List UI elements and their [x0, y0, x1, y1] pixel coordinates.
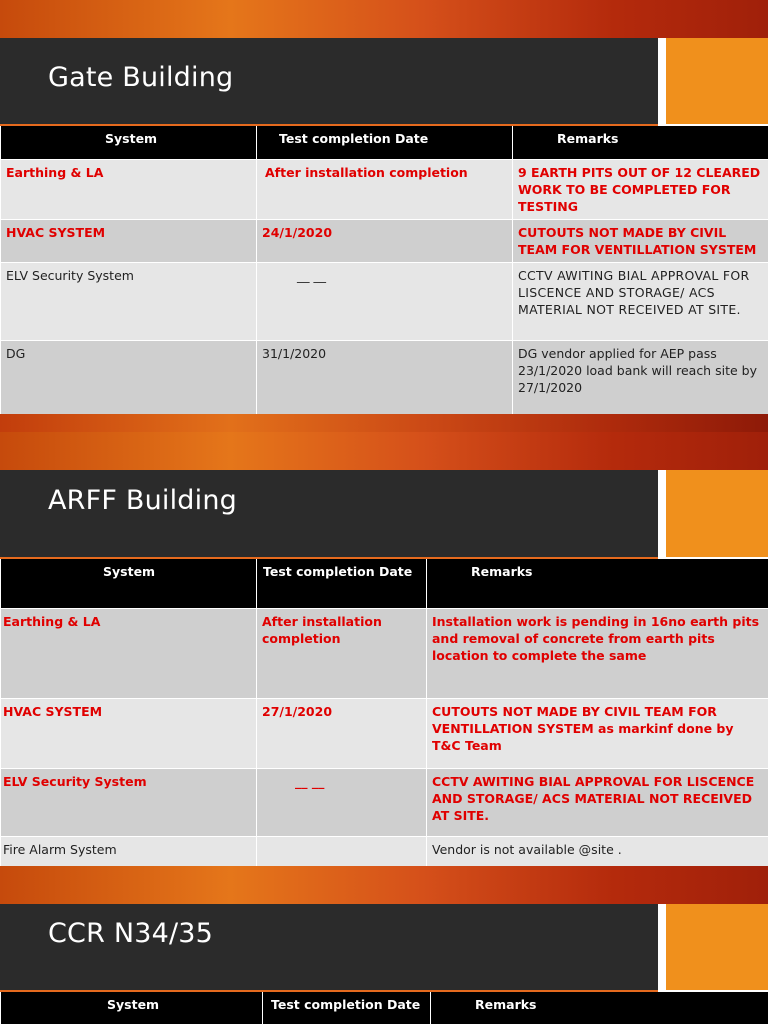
column-header-remarks: Remarks: [431, 992, 768, 1024]
cell-remarks: CUTOUTS NOT MADE BY CIVIL TEAM FOR VENTILLATION SYSTEM as markinf done by T&C Team: [427, 698, 768, 768]
cell-system: ELV Security System: [1, 262, 257, 340]
cell-date: [257, 836, 427, 866]
table-row: [1, 836, 768, 866]
cell-remarks: 9 EARTH PITS OUT OF 12 CLEARED WORK TO BE COMPLETED FOR TESTING: [513, 159, 768, 219]
table-row: [1, 608, 768, 698]
cell-remarks: Vendor is not available @site .: [427, 836, 768, 866]
table-row: [1, 219, 768, 262]
column-header-system: System: [1, 559, 257, 608]
table-row: [1, 159, 768, 219]
title-accent-block: [666, 38, 768, 124]
slide-top-band: [0, 0, 768, 38]
section-title: ARFF Building: [48, 485, 238, 516]
column-header-date: Test completion Date: [257, 126, 513, 159]
column-header-system: System: [1, 126, 257, 159]
table-row: [1, 340, 768, 418]
cell-system: HVAC SYSTEM: [1, 698, 257, 768]
table-row: [1, 698, 768, 768]
title-accent-block: [666, 904, 768, 990]
cell-date: __ __: [257, 768, 427, 836]
cell-remarks: CCTV AWITING BIAL APPROVAL FOR LISCENCE AND STORAGE/ ACS MATERIAL NOT RECEIVED AT SITE.: [513, 262, 768, 340]
section-title: CCR N34/35: [48, 918, 214, 949]
cell-system: Earthing & LA: [1, 608, 257, 698]
cell-date: 27/1/2020: [257, 698, 427, 768]
cell-date: After installation completion: [257, 159, 513, 219]
cell-date: 24/1/2020: [257, 219, 513, 262]
table-row: [1, 768, 768, 836]
column-header-system: System: [1, 992, 263, 1024]
cell-system: Fire Alarm System: [1, 836, 257, 866]
column-header-remarks: Remarks: [427, 559, 768, 608]
slide-top-band: [0, 866, 768, 904]
status-table: [0, 126, 768, 419]
cell-date: __ __: [257, 262, 513, 340]
cell-remarks: DG vendor applied for AEP pass 23/1/2020 load bank will reach site by 27/1/2020: [513, 340, 768, 418]
section-title: Gate Building: [48, 62, 234, 93]
cell-system: Earthing & LA: [1, 159, 257, 219]
column-header-date: Test completion Date: [263, 992, 431, 1024]
cell-remarks: Installation work is pending in 16no earth pits and removal of concrete from earth pits location to complete the same: [427, 608, 768, 698]
slide-bottom-band: [0, 414, 768, 432]
cell-date: After installation completion: [257, 608, 427, 698]
table-row: [1, 262, 768, 340]
column-header-remarks: Remarks: [513, 126, 768, 159]
cell-system: HVAC SYSTEM: [1, 219, 257, 262]
status-table: [0, 992, 768, 1024]
slide-top-band: [0, 432, 768, 470]
cell-remarks: CCTV AWITING BIAL APPROVAL FOR LISCENCE AND STORAGE/ ACS MATERIAL NOT RECEIVED AT SITE.: [427, 768, 768, 836]
cell-date: 31/1/2020: [257, 340, 513, 418]
cell-remarks: CUTOUTS NOT MADE BY CIVIL TEAM FOR VENTILLATION SYSTEM: [513, 219, 768, 262]
cell-system: ELV Security System: [1, 768, 257, 836]
cell-system: DG: [1, 340, 257, 418]
status-table: [0, 559, 768, 867]
title-accent-block: [666, 470, 768, 557]
column-header-date: Test completion Date: [257, 559, 427, 608]
